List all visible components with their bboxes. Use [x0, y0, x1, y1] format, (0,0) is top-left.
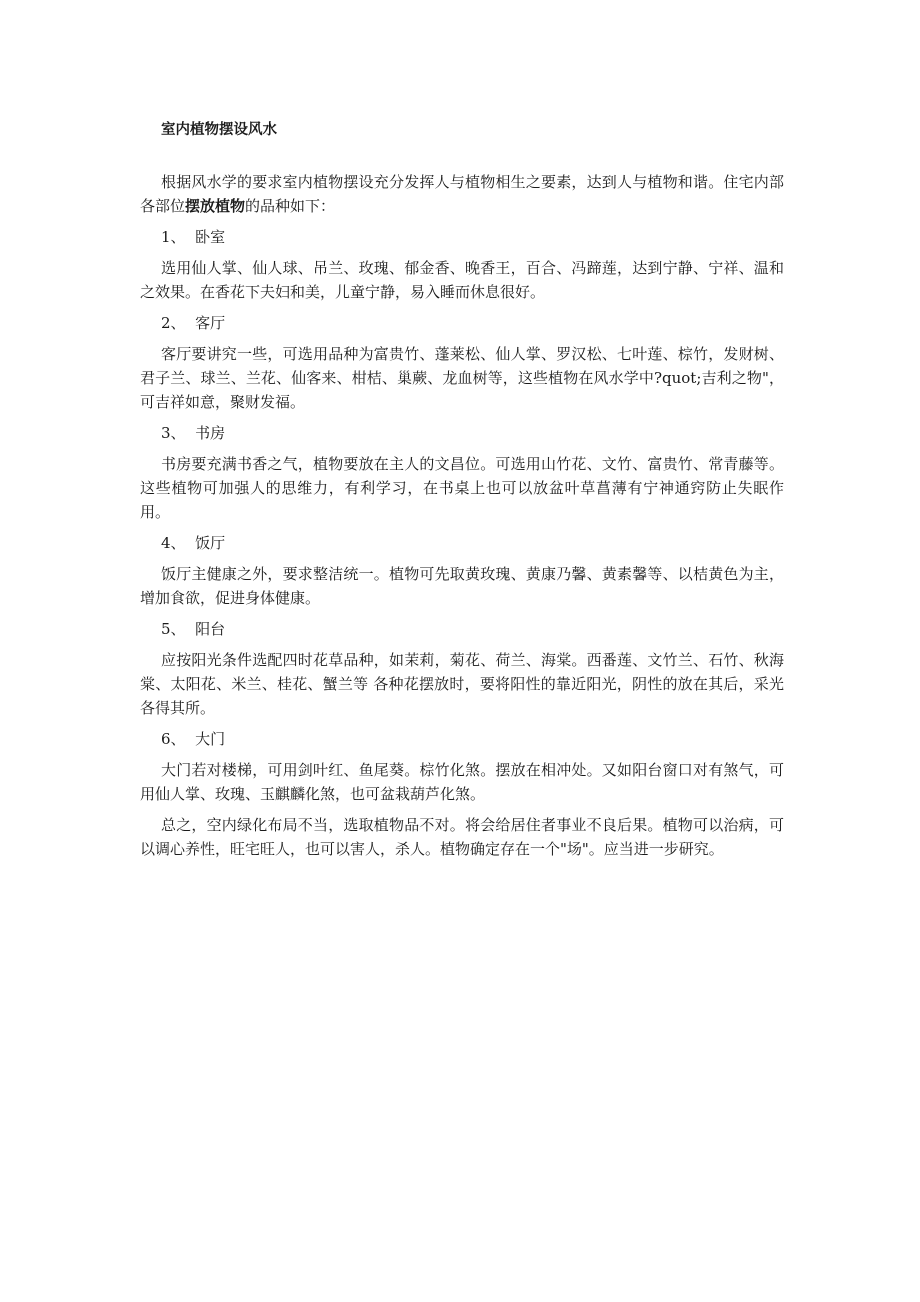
conclusion-paragraph: 总之，空内绿化布局不当，选取植物品不对。将会给居住者事业不良后果。植物可以治病，可以调心养性，旺宅旺人，也可以害人，杀人。植物确定存在一个"场"。应当进一步研究。: [140, 816, 784, 858]
section-body-bedroom: 选用仙人掌、仙人球、吊兰、玫瑰、郁金香、晚香王，百合、冯蹄莲，达到宁静、宁祥、温和之效果。在香花下夫妇和美，儿童宁静，易入睡而休息很好。: [140, 259, 784, 301]
section-heading-main-door: 6、 大门: [161, 730, 226, 748]
intro-paragraph: [140, 170, 784, 218]
section-heading-bedroom: 1、 卧室: [161, 228, 226, 246]
section-body-main-door: 大门若对楼梯，可用剑叶红、鱼尾葵。棕竹化煞。摆放在相冲处。又如阳台窗口对有煞气，可用仙人掌、玫瑰、玉麒麟化煞，也可盆栽葫芦化煞。: [140, 761, 784, 803]
section-heading-living-room: 2、 客厅: [161, 314, 226, 332]
section-heading-balcony: 5、 阳台: [161, 620, 226, 638]
section-heading-study: 3、 书房: [161, 424, 226, 442]
page-title: 室内植物摆设风水: [161, 122, 277, 138]
document-content: [140, 118, 784, 868]
section-heading-dining-room: 4、 饭厅: [161, 534, 226, 552]
section-body-study: 书房要充满书香之气，植物要放在主人的文昌位。可选用山竹花、文竹、富贵竹、常青藤等。这些植物可加强人的思维力，有利学习，在书桌上也可以放盆叶草菖薄有宁神通窍防止失眠作用。: [140, 455, 784, 521]
section-body-dining-room: 饭厅主健康之外，要求整洁统一。植物可先取黄玫瑰、黄康乃馨、黄素馨等、以桔黄色为主，增加食欲，促进身体健康。: [140, 565, 784, 607]
intro-text-end: 的品种如下：: [245, 197, 336, 215]
intro-text-start: 根据风水学的要求室内植物摆设充分发挥人与植物相生之要素，达到人与植物和谐。住宅内部各部位: [140, 173, 784, 215]
section-body-living-room: 客厅要讲究一些，可选用品种为富贵竹、蓬莱松、仙人掌、罗汉松、七叶莲、棕竹，发财树、君子兰、球兰、兰花、仙客来、柑桔、巢蕨、龙血树等，这些植物在风水学中?quot;吉利之物"，可吉祥如意，聚财发福。: [140, 345, 784, 411]
section-body-balcony: 应按阳光条件选配四时花草品种，如茉莉，菊花、荷兰、海棠。西番莲、文竹兰、石竹、秋海棠、太阳花、米兰、桂花、蟹兰等 各种花摆放时，要将阳性的靠近阳光，阴性的放在其后，采光各得其所。: [140, 651, 784, 717]
intro-bold-text: 摆放植物: [185, 197, 246, 215]
